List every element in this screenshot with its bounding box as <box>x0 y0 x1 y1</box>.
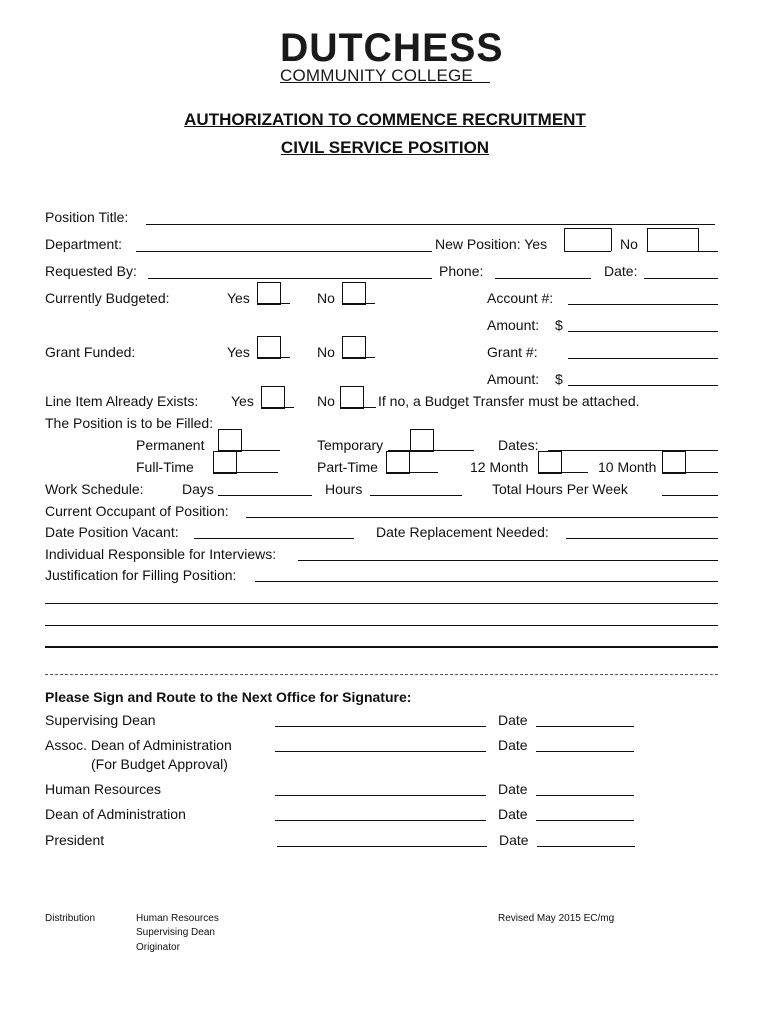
new-position-no-field[interactable] <box>647 251 718 252</box>
date-replacement-label: Date Replacement Needed: <box>376 524 549 540</box>
distribution-recipient: Human Resources <box>136 913 219 924</box>
distribution-recipient: Originator <box>136 942 180 953</box>
line-item-yes-underline <box>261 407 294 408</box>
part-time-checkbox[interactable] <box>386 451 410 474</box>
date-line-supervising-dean[interactable] <box>536 726 634 727</box>
full-time-label: Full-Time <box>136 459 194 475</box>
department-label: Department: <box>45 236 123 252</box>
grant-no-underline <box>342 357 375 358</box>
budgeted-no-underline <box>342 303 375 304</box>
date-line-dean-administration[interactable] <box>536 820 634 821</box>
position-title-field[interactable] <box>146 224 715 225</box>
justification-line-4[interactable] <box>45 646 718 648</box>
line-item-yes-label: Yes <box>231 393 254 409</box>
distribution-recipient: Supervising Dean <box>136 927 215 938</box>
date-vacant-field[interactable] <box>194 538 354 539</box>
full-time-underline <box>213 472 278 473</box>
currently-budgeted-label: Currently Budgeted: <box>45 290 170 306</box>
temporary-checkbox[interactable] <box>410 429 434 452</box>
signer-assoc-dean-note: (For Budget Approval) <box>91 756 228 772</box>
twelve-month-checkbox[interactable] <box>538 451 562 474</box>
total-hours-field[interactable] <box>662 495 718 496</box>
line-item-no-label: No <box>317 393 335 409</box>
signature-line-dean-administration[interactable] <box>275 820 486 821</box>
account-field[interactable] <box>568 304 718 305</box>
hours-field[interactable] <box>370 495 462 496</box>
dates-field[interactable] <box>548 450 718 451</box>
phone-label: Phone: <box>439 263 484 279</box>
signer-human-resources: Human Resources <box>45 781 161 797</box>
ten-month-underline <box>662 472 718 473</box>
twelve-month-underline <box>538 472 588 473</box>
date-vacant-label: Date Position Vacant: <box>45 524 179 540</box>
amount-field[interactable] <box>568 331 718 332</box>
dates-label: Dates: <box>498 437 539 453</box>
logo-rule <box>280 82 490 83</box>
grant-number-field[interactable] <box>568 358 718 359</box>
current-occupant-field[interactable] <box>246 517 718 518</box>
date-label-human-resources: Date <box>498 781 528 797</box>
date-line-human-resources[interactable] <box>536 795 634 796</box>
part-time-underline <box>386 472 438 473</box>
signer-assoc-dean: Assoc. Dean of Administration <box>45 737 232 753</box>
ten-month-label: 10 Month <box>598 459 657 475</box>
grant-yes-label: Yes <box>227 344 250 360</box>
new-position-no-checkbox[interactable] <box>647 228 699 251</box>
twelve-month-label: 12 Month <box>470 459 529 475</box>
grant-amount-dollar: $ <box>555 371 563 387</box>
department-field[interactable] <box>136 251 432 252</box>
justification-label: Justification for Filling Position: <box>45 567 237 583</box>
grant-no-label: No <box>317 344 335 360</box>
amount-label: Amount: <box>487 317 540 333</box>
amount-dollar: $ <box>555 317 563 333</box>
date-label: Date: <box>604 263 638 279</box>
signature-line-president[interactable] <box>277 846 487 847</box>
grant-yes-checkbox[interactable] <box>257 336 281 359</box>
individual-responsible-label: Individual Responsible for Interviews: <box>45 546 277 562</box>
signature-line-human-resources[interactable] <box>275 795 486 796</box>
new-position-yes-label: New Position: Yes <box>435 236 548 252</box>
revision-note: Revised May 2015 EC/mg <box>498 913 615 924</box>
budgeted-no-checkbox[interactable] <box>342 282 366 305</box>
position-title-label: Position Title: <box>45 209 129 225</box>
date-label-president: Date <box>499 832 529 848</box>
date-label-assoc-dean: Date <box>498 737 528 753</box>
section-divider <box>45 674 718 675</box>
budgeted-yes-label: Yes <box>227 290 250 306</box>
grant-number-label: Grant #: <box>487 344 538 360</box>
part-time-label: Part-Time <box>317 459 378 475</box>
grant-yes-underline <box>257 357 290 358</box>
budgeted-yes-underline <box>257 303 290 304</box>
new-position-yes-field[interactable] <box>564 251 611 252</box>
requested-by-field[interactable] <box>148 278 432 279</box>
distribution-label: Distribution <box>45 913 96 924</box>
grant-amount-field[interactable] <box>568 385 718 386</box>
date-line-president[interactable] <box>537 846 635 847</box>
date-label-dean-administration: Date <box>498 806 528 822</box>
college-logo-name: DUTCHESS <box>280 26 504 70</box>
college-logo-subtitle: COMMUNITY COLLEGE <box>280 66 473 85</box>
line-item-no-underline <box>340 407 376 408</box>
temporary-label: Temporary <box>317 437 384 453</box>
line-item-no-checkbox[interactable] <box>340 386 364 409</box>
current-occupant-label: Current Occupant of Position: <box>45 503 229 519</box>
budgeted-yes-checkbox[interactable] <box>257 282 281 305</box>
grant-no-checkbox[interactable] <box>342 336 366 359</box>
permanent-label: Permanent <box>136 437 205 453</box>
requested-by-label: Requested By: <box>45 263 137 279</box>
phone-field[interactable] <box>495 278 591 279</box>
position-filled-label: The Position is to be Filled: <box>45 415 214 431</box>
work-schedule-label: Work Schedule: <box>45 481 144 497</box>
budget-transfer-note: If no, a Budget Transfer must be attached. <box>378 393 640 409</box>
signature-line-supervising-dean[interactable] <box>275 726 486 727</box>
signature-heading: Please Sign and Route to the Next Office for Signature: <box>45 689 412 705</box>
account-label: Account #: <box>487 290 554 306</box>
individual-responsible-field[interactable] <box>298 560 718 561</box>
signer-president: President <box>45 832 105 848</box>
ten-month-checkbox[interactable] <box>662 451 686 474</box>
new-position-no-label: No <box>620 236 638 252</box>
signature-line-assoc-dean[interactable] <box>275 751 486 752</box>
grant-amount-label: Amount: <box>487 371 540 387</box>
date-line-assoc-dean[interactable] <box>536 751 634 752</box>
signer-dean-administration: Dean of Administration <box>45 806 186 822</box>
justification-line-2[interactable] <box>45 603 718 604</box>
form-subtitle: CIVIL SERVICE POSITION <box>280 138 490 157</box>
days-label: Days <box>182 481 214 497</box>
days-field[interactable] <box>218 495 312 496</box>
date-field[interactable] <box>644 278 718 279</box>
budgeted-no-label: No <box>317 290 335 306</box>
form-title: AUTHORIZATION TO COMMENCE RECRUITMENT <box>184 110 586 129</box>
date-label-supervising-dean: Date <box>498 712 528 728</box>
line-item-label: Line Item Already Exists: <box>45 393 199 409</box>
permanent-checkbox[interactable] <box>218 429 242 452</box>
grant-funded-label: Grant Funded: <box>45 344 136 360</box>
new-position-yes-checkbox[interactable] <box>564 228 612 251</box>
date-replacement-field[interactable] <box>566 538 718 539</box>
hours-label: Hours <box>325 481 363 497</box>
line-item-yes-checkbox[interactable] <box>261 386 285 409</box>
total-hours-label: Total Hours Per Week <box>492 481 628 497</box>
justification-field[interactable] <box>255 581 718 582</box>
justification-line-3[interactable] <box>45 625 718 626</box>
full-time-checkbox[interactable] <box>213 451 237 474</box>
signer-supervising-dean: Supervising Dean <box>45 712 156 728</box>
